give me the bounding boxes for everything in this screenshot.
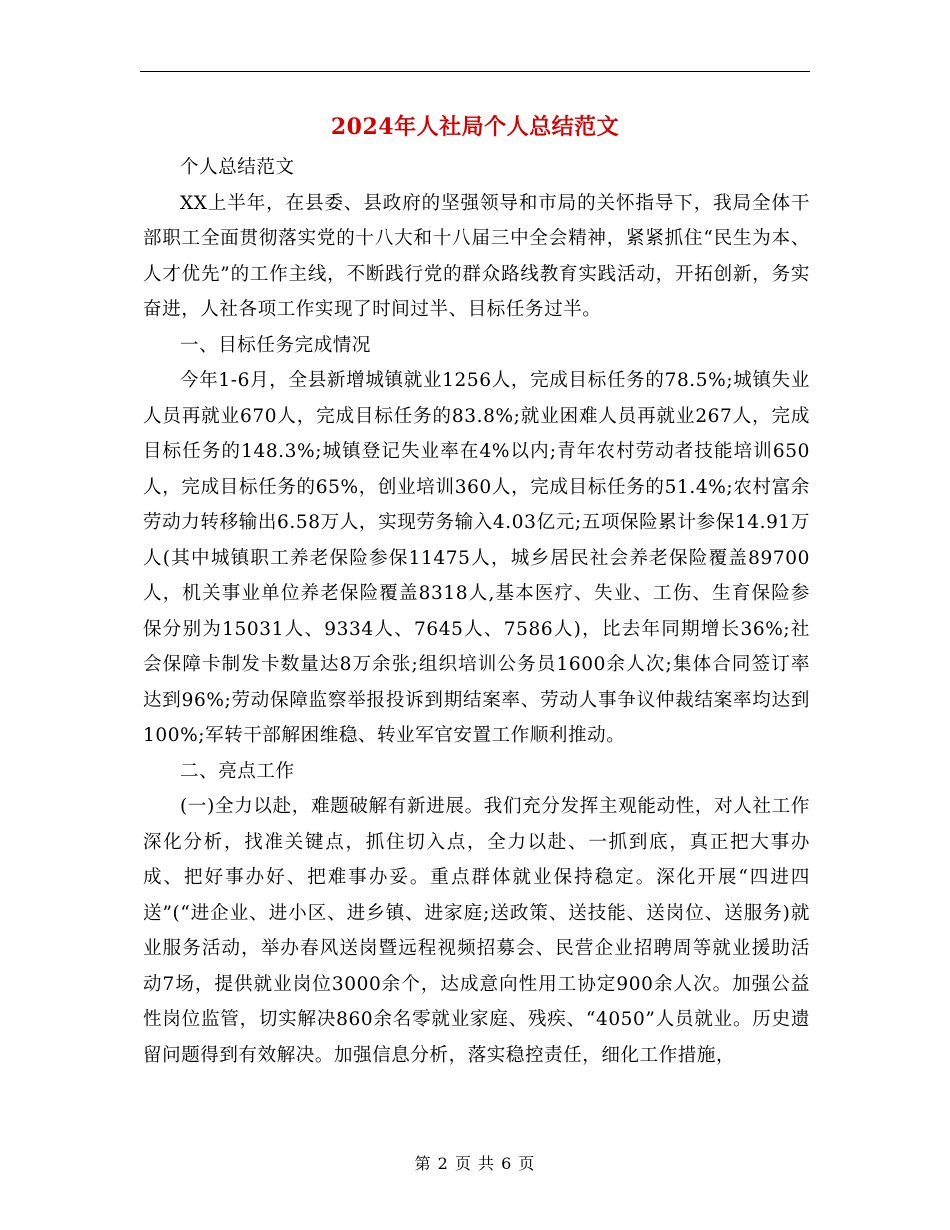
paragraph-goals: 今年1-6月，全县新增城镇就业1256人，完成目标任务的78.5%;城镇失业人员再就业670人，完成目标任务的83.8%;就业困难人员再就业267人，完成目标任务的148.3%;城镇登记失业率在4%以内;青年农村劳动者技能培训650人，完成目标任务的65%，创业培训360人，完成目标任务的51.4%;农村富余劳动力转移输出6.58万人，实现劳务输入4.03亿元;五项保险累计参保14.91万人(其中城镇职工养老保险参保11475人，城乡居民社会养老保险覆盖89700人，机关事业单位养老保险覆盖8318人,基本医疗、失业、工伤、生育保险参保分别为15031人、9334人、7645人、7586人)，比去年同期增长36%;社会保障卡制发卡数量达8万余张;组织培训公务员1600余人次;集体合同签订率达到96%;劳动保障监察举报投诉到期结案率、劳动人事争议仲裁结案率均达到100%;军转干部解困维稳、转业军官安置工作顺利推动。 (143, 370, 810, 746)
section-heading-highlights: 二、亮点工作 (180, 760, 295, 782)
page-footer: 第 2 页 共 6 页 (414, 1154, 536, 1173)
section-heading-goals: 一、目标任务完成情况 (180, 334, 372, 356)
header-rule (140, 71, 810, 72)
document-title: 2024年人社局个人总结范文 (330, 114, 620, 140)
document-body (143, 150, 810, 1073)
paragraph-highlights: (一)全力以赴，难题破解有新进展。我们充分发挥主观能动性，对人社工作深化分析，找准关键点，抓住切入点，全力以赴、一抓到底，真正把大事办成、把好事办好、把难事办妥。重点群体就业保持稳定。深化开展“四进四送”(“进企业、进小区、进乡镇、进家庭;送政策、送技能、送岗位、送服务)就业服务活动，举办春风送岗暨远程视频招募会、民营企业招聘周等就业援助活动7场，提供就业岗位3000余个，达成意向性用工协定900余人次。加强公益性岗位监管，切实解决860余名零就业家庭、残疾、“4050”人员就业。历史遗留问题得到有效解决。加强信息分析，落实稳控责任，细化工作措施， (143, 796, 810, 1066)
paragraph-intro: XX上半年，在县委、县政府的坚强领导和市局的关怀指导下，我局全体干部职工全面贯彻落实党的十八大和十八届三中全会精神，紧紧抓住“民生为本、人才优先”的工作主线，不断践行党的群众路线教育实践活动，开拓创新，务实奋进，人社各项工作实现了时间过半、目标任务过半。 (143, 192, 810, 320)
paragraph-subtitle: 个人总结范文 (180, 157, 295, 178)
